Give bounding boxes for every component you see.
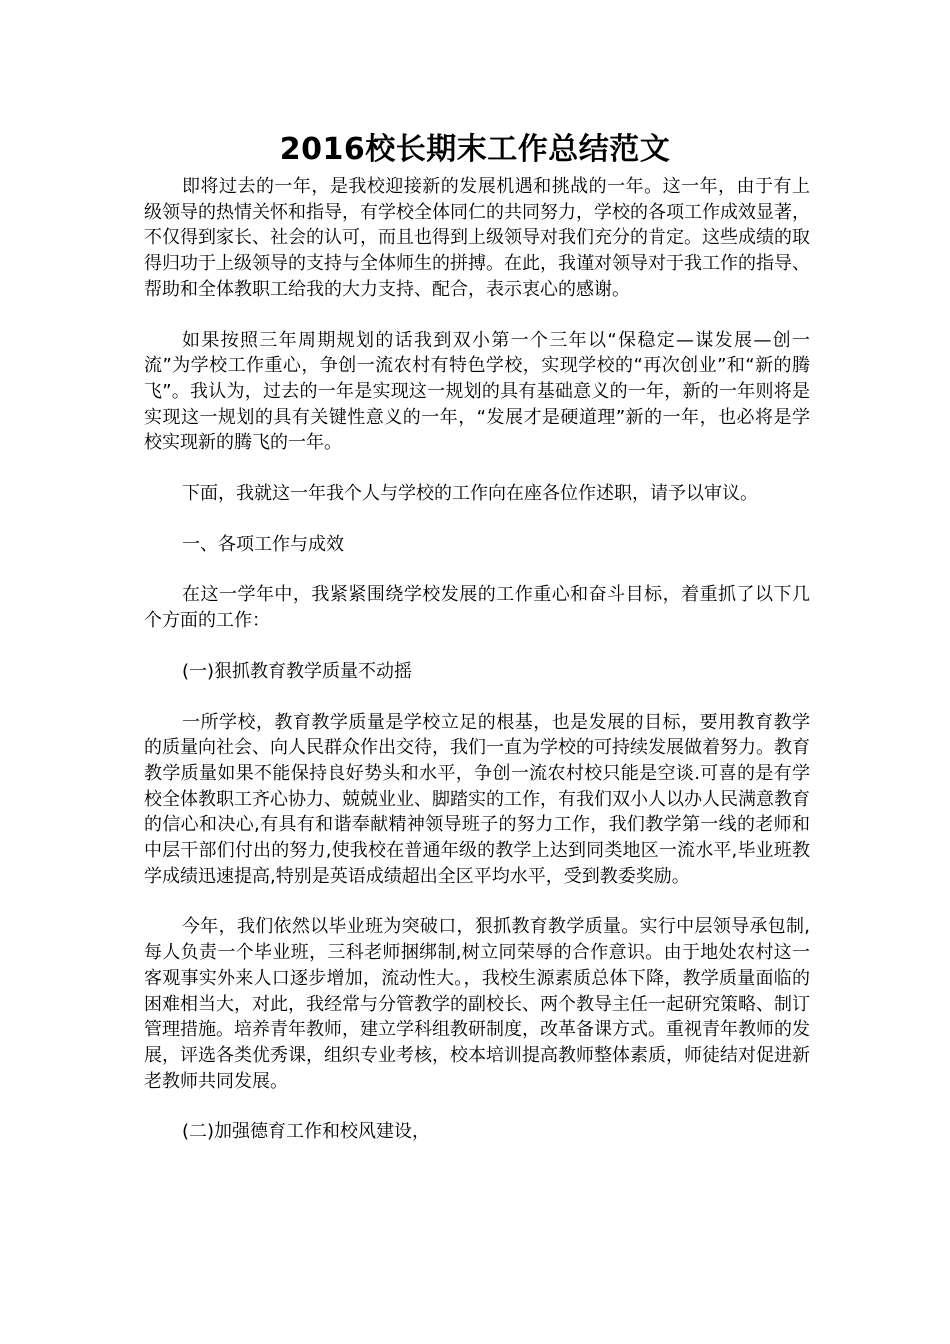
section-heading: 一、各项工作与成效 [182, 533, 344, 555]
paragraph: 在这一学年中，我紧紧围绕学校发展的工作重心和奋斗目标，着重抓了以下几个方面的工作： [144, 584, 810, 632]
paragraph: 一所学校，教育教学质量是学校立足的根基，也是发展的目标，要用教育教学的质量向社会、向人民群众作出交待，我们一直为学校的可持续发展做着努力。教育教学质量如果不能保持良好势头和水平，争创一流农村校只能是空谈.可喜的是有学校全体教职工齐心协力、兢兢业业、脚踏实的工作，有我们双小人以办人民满意教育的信心和决心,有具有和谐奉献精神领导班子的努力工作，我们教学第一线的老师和中层干部们付出的努力,使我校在普通年级的教学上达到同类地区一流水平,毕业班教学成绩迅速提高,特别是英语成绩超出全区平均水平，受到教委奖励。 [144, 711, 810, 887]
paragraph: 下面，我就这一年我个人与学校的工作向在座各位作述职，请予以审议。 [182, 483, 758, 505]
subsection-heading: (二)加强德育工作和校风建设， [182, 1121, 431, 1143]
paragraph: 今年，我们依然以毕业班为突破口，狠抓教育教学质量。实行中层领导承包制,每人负责一个毕业班，三科老师捆绑制,树立同荣辱的合作意识。由于地处农村这一客观事实外来人口逐步增加，流动性大。，我校生源素质总体下降，教学质量面临的困难相当大，对此，我经常与分管教学的副校长、两个教导主任一起研究策略、制订管理措施。培养青年教师，建立学科组教研制度，改革备课方式。重视青年教师的发展，评选各类优秀课，组织专业考核，校本培训提高教师整体素质，师徒结对促进新老教师共同发展。 [144, 916, 810, 1092]
subsection-heading: (一)狠抓教育教学质量不动摇 [182, 660, 413, 682]
paragraph: 如果按照三年周期规划的话我到双小第一个三年以“保稳定—谋发展—创一流”为学校工作重心，争创一流农村有特色学校，实现学校的“再次创业”和“新的腾飞”。我认为，过去的一年是实现这一规划的具有基础意义的一年，新的一年则将是实现这一规划的具有关键性意义的一年，“发展才是硬道理”新的一年，也必将是学校实现新的腾飞的一年。 [144, 329, 810, 454]
document-body [144, 174, 810, 1170]
document-title: 2016校长期末工作总结范文 [279, 132, 671, 167]
paragraph: 即将过去的一年，是我校迎接新的发展机遇和挑战的一年。这一年，由于有上级领导的热情关怀和指导，有学校全体同仁的共同努力，学校的各项工作成效显著，不仅得到家长、社会的认可，而且也得到上级领导对我们充分的肯定。这些成绩的取得归功于上级领导的支持与全体师生的拼搏。在此，我谨对领导对于我工作的指导、帮助和全体教职工给我的大力支持、配合，表示衷心的感谢。 [144, 176, 810, 300]
